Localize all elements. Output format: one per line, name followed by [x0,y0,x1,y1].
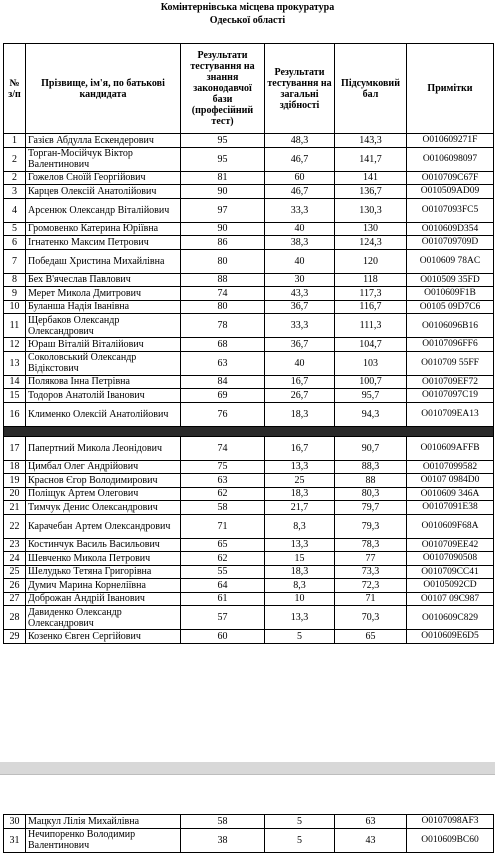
general-test-score: 36,7 [265,300,335,314]
row-number: 2 [4,147,26,171]
legal-test-score: 57 [181,606,265,630]
row-number: 25 [4,565,26,579]
total-score: 116,7 [335,300,407,314]
candidate-code: O010709EE42 [407,538,494,552]
table-row [4,389,494,403]
legal-test-score: 63 [181,474,265,488]
candidate-name: Победаш Христина Михайлівна [26,249,181,273]
candidate-name: Папертний Микола Леонідович [26,436,181,460]
candidate-code: O010609AFFB [407,436,494,460]
legal-test-score: 62 [181,487,265,501]
general-test-score: 40 [265,351,335,375]
legal-test-score: 75 [181,460,265,474]
row-number: 4 [4,198,26,222]
row-number: 16 [4,402,26,426]
total-score: 70,3 [335,606,407,630]
row-number: 8 [4,273,26,287]
candidate-name: Гожелов Сноїй Георгійович [26,171,181,185]
candidate-name: Цимбал Олег Андрійович [26,460,181,474]
total-score: 124,3 [335,236,407,250]
candidate-code: O010709EA13 [407,402,494,426]
candidate-code: O010609BC60 [407,828,494,852]
column-header-general-test: Результати тестування на загальні здібності [265,44,335,134]
table-separator [4,426,494,436]
candidate-name: Соколовський Олександр Відікстович [26,351,181,375]
table-row [4,314,494,338]
candidate-code: O0107090508 [407,552,494,566]
legal-test-score: 71 [181,514,265,538]
legal-test-score: 65 [181,538,265,552]
general-test-score: 60 [265,171,335,185]
legal-test-score: 55 [181,565,265,579]
legal-test-score: 58 [181,501,265,515]
row-number: 19 [4,474,26,488]
candidate-code: O0107 09C987 [407,592,494,606]
candidate-code: O010609271F [407,134,494,148]
legal-test-score: 38 [181,828,265,852]
general-test-score: 18,3 [265,487,335,501]
total-score: 130 [335,222,407,236]
row-number: 11 [4,314,26,338]
candidate-code: O010509 35FD [407,273,494,287]
candidate-name: Карцев Олексій Анатолійович [26,185,181,199]
general-test-score: 16,7 [265,375,335,389]
legal-test-score: 58 [181,815,265,829]
candidate-code: O0107096FF6 [407,338,494,352]
candidate-name: Краснов Єгор Володимирович [26,474,181,488]
legal-test-score: 80 [181,249,265,273]
candidate-code: O0107093FC5 [407,198,494,222]
general-test-score: 13,3 [265,538,335,552]
candidate-name: Костинчук Василь Васильович [26,538,181,552]
legal-test-score: 81 [181,171,265,185]
legal-test-score: 64 [181,579,265,593]
row-number: 29 [4,630,26,644]
candidate-code: O010709EF72 [407,375,494,389]
candidate-name: Нечипоренко Володимир Валентинович [26,828,181,852]
legal-test-score: 68 [181,338,265,352]
legal-test-score: 90 [181,185,265,199]
general-test-score: 16,7 [265,436,335,460]
candidate-name: Клименко Олексій Анатолійович [26,402,181,426]
candidate-name: Буланша Надія Іванівна [26,300,181,314]
row-number: 22 [4,514,26,538]
candidate-name: Бех В'ячеслав Павлович [26,273,181,287]
candidate-name: Давиденко Олександр Олександрович [26,606,181,630]
table-row [4,134,494,148]
legal-test-score: 88 [181,273,265,287]
total-score: 79,3 [335,514,407,538]
column-header-total: Підсумковий бал [335,44,407,134]
table-row [4,487,494,501]
row-number: 6 [4,236,26,250]
table-row [4,460,494,474]
row-number: 3 [4,185,26,199]
candidate-name: Полякова Інна Петрівна [26,375,181,389]
table-row [4,565,494,579]
table-row [4,198,494,222]
table-row [4,828,494,852]
candidate-name: Шевченко Микола Петрович [26,552,181,566]
table-row [4,501,494,515]
candidate-name: Арсенюк Олександр Віталійович [26,198,181,222]
table-row [4,436,494,460]
row-number: 5 [4,222,26,236]
candidate-name: Мацкул Лілія Михайлівна [26,815,181,829]
column-header-notes: Примітки [407,44,494,134]
total-score: 77 [335,552,407,566]
row-number: 15 [4,389,26,403]
table-row [4,815,494,829]
general-test-score: 18,3 [265,565,335,579]
general-test-score: 33,3 [265,198,335,222]
general-test-score: 26,7 [265,389,335,403]
candidate-code: O0105 09D7C6 [407,300,494,314]
candidate-name: Козенко Євген Сергійович [26,630,181,644]
column-header-number: № з/п [4,44,26,134]
table-body-top [4,134,494,427]
total-score: 79,7 [335,501,407,515]
total-score: 73,3 [335,565,407,579]
legal-test-score: 60 [181,630,265,644]
separator-bar [4,426,494,436]
page-gap [0,762,495,774]
table-row [4,147,494,171]
candidate-name: Юраш Віталій Віталійович [26,338,181,352]
general-test-score: 21,7 [265,501,335,515]
table-body-middle [4,436,494,643]
general-test-score: 48,3 [265,134,335,148]
total-score: 141,7 [335,147,407,171]
candidate-code: O0106098097 [407,147,494,171]
candidate-name: Громовенко Катерина Юріївна [26,222,181,236]
total-score: 136,7 [335,185,407,199]
table-body-bottom [4,815,494,853]
general-test-score: 5 [265,828,335,852]
general-test-score: 13,3 [265,606,335,630]
candidate-code: O010509AD09 [407,185,494,199]
table-row [4,300,494,314]
general-test-score: 13,3 [265,460,335,474]
total-score: 117,3 [335,287,407,301]
row-number: 24 [4,552,26,566]
candidate-code: O010609F1B [407,287,494,301]
row-number: 28 [4,606,26,630]
total-score: 43 [335,828,407,852]
total-score: 80,3 [335,487,407,501]
candidate-name: Шелудько Тетяна Григорівна [26,565,181,579]
total-score: 141 [335,171,407,185]
legal-test-score: 78 [181,314,265,338]
row-number: 26 [4,579,26,593]
table-row [4,630,494,644]
row-number: 2 [4,171,26,185]
total-score: 63 [335,815,407,829]
total-score: 111,3 [335,314,407,338]
general-test-score: 40 [265,222,335,236]
legal-test-score: 95 [181,147,265,171]
legal-test-score: 74 [181,436,265,460]
row-number: 27 [4,592,26,606]
table-row [4,552,494,566]
candidate-name: Карачебан Артем Олександрович [26,514,181,538]
row-number: 21 [4,501,26,515]
candidate-name: Доброжан Андрій Іванович [26,592,181,606]
legal-test-score: 84 [181,375,265,389]
results-table [3,43,494,644]
general-test-score: 18,3 [265,402,335,426]
total-score: 88,3 [335,460,407,474]
general-test-score: 10 [265,592,335,606]
table-row [4,249,494,273]
total-score: 90,7 [335,436,407,460]
candidate-code: O0105092CD [407,579,494,593]
table-row [4,402,494,426]
candidate-code: O0107098AF3 [407,815,494,829]
legal-test-score: 95 [181,134,265,148]
general-test-score: 40 [265,249,335,273]
table-row [4,351,494,375]
page-gap-divider [0,774,495,775]
row-number: 20 [4,487,26,501]
results-table-continued [3,814,494,853]
table-row [4,474,494,488]
general-test-score: 5 [265,630,335,644]
column-header-name: Прізвище, ім'я, по батькові кандидата [26,44,181,134]
row-number: 12 [4,338,26,352]
row-number: 30 [4,815,26,829]
candidate-name: Торган-Мосійчук Віктор Валентинович [26,147,181,171]
row-number: 14 [4,375,26,389]
table-row [4,273,494,287]
candidate-name: Ігнатенко Максим Петрович [26,236,181,250]
general-test-score: 33,3 [265,314,335,338]
row-number: 10 [4,300,26,314]
total-score: 143,3 [335,134,407,148]
table-row [4,514,494,538]
total-score: 94,3 [335,402,407,426]
general-test-score: 38,3 [265,236,335,250]
candidate-name: Тимчук Денис Олександрович [26,501,181,515]
table-row [4,592,494,606]
total-score: 88 [335,474,407,488]
legal-test-score: 69 [181,389,265,403]
general-test-score: 8,3 [265,579,335,593]
table-row [4,236,494,250]
total-score: 78,3 [335,538,407,552]
legal-test-score: 90 [181,222,265,236]
total-score: 95,7 [335,389,407,403]
candidate-code: O010609E6D5 [407,630,494,644]
candidate-code: O0107 0984D0 [407,474,494,488]
total-score: 71 [335,592,407,606]
total-score: 103 [335,351,407,375]
table-row [4,538,494,552]
candidate-name: Газієв Абдулла Ескендерович [26,134,181,148]
row-number: 13 [4,351,26,375]
row-number: 17 [4,436,26,460]
candidate-code: O010609F68A [407,514,494,538]
legal-test-score: 61 [181,592,265,606]
candidate-code: O010609 78AC [407,249,494,273]
table-row [4,171,494,185]
candidate-code: O0107099582 [407,460,494,474]
total-score: 72,3 [335,579,407,593]
table-row [4,375,494,389]
legal-test-score: 74 [181,287,265,301]
candidate-name: Мерет Микола Дмитрович [26,287,181,301]
legal-test-score: 97 [181,198,265,222]
total-score: 130,3 [335,198,407,222]
row-number: 7 [4,249,26,273]
total-score: 120 [335,249,407,273]
legal-test-score: 63 [181,351,265,375]
candidate-code: O010609 346A [407,487,494,501]
row-number: 1 [4,134,26,148]
total-score: 100,7 [335,375,407,389]
candidate-code: O010709C67F [407,171,494,185]
general-test-score: 30 [265,273,335,287]
table-row [4,338,494,352]
table-row [4,222,494,236]
general-test-score: 8,3 [265,514,335,538]
table-row [4,606,494,630]
legal-test-score: 86 [181,236,265,250]
legal-test-score: 62 [181,552,265,566]
general-test-score: 25 [265,474,335,488]
row-number: 31 [4,828,26,852]
total-score: 65 [335,630,407,644]
candidate-code: O010709709D [407,236,494,250]
document-subtitle: Одеської області [209,15,286,26]
candidate-name: Щербаков Олександр Олександрович [26,314,181,338]
table-row [4,579,494,593]
candidate-code: O010609C829 [407,606,494,630]
column-header-legal-test: Результати тестування на знання законодавчої бази (професійний тест) [181,44,265,134]
row-number: 23 [4,538,26,552]
document-title: Комінтернівська місцева прокуратура [160,2,335,13]
candidate-code: O010709 55FF [407,351,494,375]
candidate-name: Поліщук Артем Олегович [26,487,181,501]
row-number: 9 [4,287,26,301]
legal-test-score: 76 [181,402,265,426]
legal-test-score: 80 [181,300,265,314]
candidate-code: O0107091E38 [407,501,494,515]
candidate-name: Тодоров Анатолій Іванович [26,389,181,403]
candidate-code: O010709CC41 [407,565,494,579]
row-number: 18 [4,460,26,474]
general-test-score: 5 [265,815,335,829]
candidate-code: O0107097C19 [407,389,494,403]
candidate-code: O0106096B16 [407,314,494,338]
candidate-code: O010609D354 [407,222,494,236]
general-test-score: 36,7 [265,338,335,352]
general-test-score: 15 [265,552,335,566]
total-score: 104,7 [335,338,407,352]
table-row [4,287,494,301]
general-test-score: 43,3 [265,287,335,301]
general-test-score: 46,7 [265,147,335,171]
candidate-name: Думич Марина Корнеліївна [26,579,181,593]
total-score: 118 [335,273,407,287]
table-row [4,185,494,199]
general-test-score: 46,7 [265,185,335,199]
